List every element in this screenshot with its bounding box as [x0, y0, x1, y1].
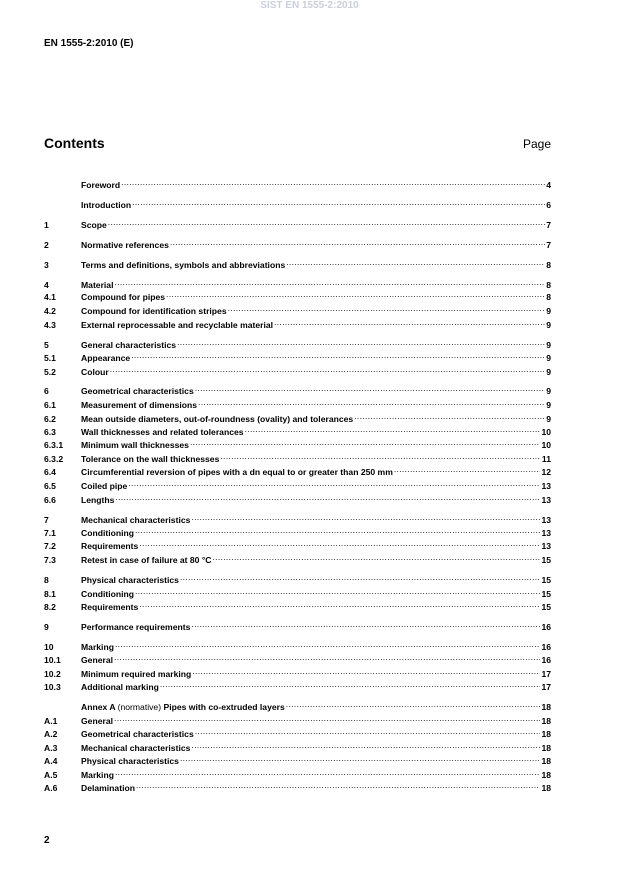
toc-entry[interactable]: [44, 256, 551, 268]
toc-entry-page: 15: [541, 589, 551, 599]
toc-entry-title: Circumferential reversion of pipes with a dn equal to or greater than 250 mm: [81, 467, 393, 477]
toc-entry[interactable]: [44, 551, 551, 563]
toc-dot-leader: [191, 511, 540, 523]
toc-entry-number: A.2: [44, 729, 58, 739]
toc-entry-page: 9: [546, 367, 551, 377]
toc-entry-page: 13: [541, 528, 551, 538]
toc-entry[interactable]: [44, 752, 551, 764]
toc-entry-page: 9: [546, 340, 551, 350]
toc-entry-title: Marking: [81, 642, 114, 652]
toc-entry-page: 8: [546, 292, 551, 302]
toc-entry[interactable]: [44, 349, 551, 361]
toc-dot-leader: [245, 423, 541, 435]
toc-dot-leader: [198, 396, 545, 408]
toc-entry-title: External reprocessable and recyclable material: [81, 320, 274, 330]
toc-entry-number: 5.1: [44, 353, 56, 363]
toc-entry-number: 5.2: [44, 367, 56, 377]
toc-entry-title: Performance requirements: [81, 622, 191, 632]
toc-entry[interactable]: [44, 216, 551, 228]
toc-entry-title: Tolerance on the wall thicknesses: [81, 454, 220, 464]
toc-entry-number: 4.2: [44, 306, 56, 316]
toc-entry[interactable]: [44, 779, 551, 791]
toc-entry-page: 16: [541, 622, 551, 632]
toc-entry[interactable]: [44, 288, 551, 300]
toc-entry-page: 13: [541, 515, 551, 525]
toc-dot-leader: [195, 382, 545, 394]
toc-dot-leader: [139, 598, 540, 610]
toc-dot-leader: [131, 349, 545, 361]
toc-dot-leader: [114, 651, 540, 663]
toc-entry-page: 10: [541, 427, 551, 437]
watermark: SIST EN 1555-2:2010: [260, 0, 359, 11]
toc-entry-number: 6.3: [44, 427, 56, 437]
toc-entry-number: 10.3: [44, 682, 61, 692]
toc-entry-page: 8: [546, 280, 551, 290]
toc-entry-number: A.3: [44, 743, 58, 753]
toc-entry-number: 2: [44, 240, 49, 250]
toc-entry[interactable]: [44, 436, 551, 448]
toc-entry-title: Colour: [81, 367, 109, 377]
toc-dot-leader: [274, 316, 545, 328]
toc-dot-leader: [191, 739, 540, 751]
toc-dot-leader: [139, 537, 540, 549]
toc-entry[interactable]: [44, 382, 551, 394]
toc-entry-title: Conditioning: [81, 589, 134, 599]
toc-entry-title: Foreword: [81, 180, 121, 190]
toc-entry-page: 18: [541, 716, 551, 726]
toc-entry-number: 4: [44, 280, 49, 290]
toc-entry-page: 18: [541, 770, 551, 780]
toc-entry[interactable]: [44, 651, 551, 663]
toc-dot-leader: [115, 766, 540, 778]
toc-entry[interactable]: [44, 618, 551, 630]
toc-dot-leader: [136, 779, 540, 791]
toc-entry-number: 6.3.1: [44, 440, 64, 450]
toc-entry-title: Requirements: [81, 602, 139, 612]
toc-dot-leader: [177, 336, 545, 348]
toc-dot-leader: [354, 410, 545, 422]
toc-entry-number: 10: [44, 642, 54, 652]
toc-entry-page: 18: [541, 729, 551, 739]
toc-entry-title: Wall thicknesses and related tolerances: [81, 427, 244, 437]
toc-entry-number: A.1: [44, 716, 58, 726]
toc-entry-number: 6.2: [44, 414, 56, 424]
toc-dot-leader: [135, 585, 540, 597]
toc-dot-leader: [110, 363, 546, 375]
contents-title: Contents: [44, 135, 105, 151]
toc-entry[interactable]: [44, 477, 551, 489]
toc-entry-number: 6.1: [44, 400, 56, 410]
toc-dot-leader: [121, 176, 545, 188]
page-number: 2: [44, 835, 50, 846]
toc-entry-title: Compound for pipes: [81, 292, 166, 302]
toc-entry-page: 15: [541, 575, 551, 585]
toc-entry-number: 6.3.2: [44, 454, 64, 464]
toc-entry[interactable]: [44, 410, 551, 422]
toc-entry[interactable]: [44, 196, 551, 208]
toc-entry-page: 16: [541, 642, 551, 652]
toc-entry-title: Retest in case of failure at 80 °C: [81, 555, 212, 565]
toc-entry-page: 8: [546, 260, 551, 270]
toc-entry[interactable]: [44, 537, 551, 549]
toc-entry[interactable]: [44, 276, 551, 288]
toc-entry[interactable]: [44, 598, 551, 610]
toc-entry-number: A.5: [44, 770, 58, 780]
toc-entry-title: General characteristics: [81, 340, 177, 350]
toc-entry[interactable]: [44, 236, 551, 248]
toc-entry[interactable]: [44, 363, 551, 375]
toc-dot-leader: [108, 216, 545, 228]
toc-entry[interactable]: [44, 678, 551, 690]
toc-entry-title: Appearance: [81, 353, 131, 363]
toc-entry-title: Minimum required marking: [81, 669, 192, 679]
toc-entry-title: Delamination: [81, 783, 135, 793]
toc-entry-number: 7.2: [44, 541, 56, 551]
toc-entry[interactable]: [44, 423, 551, 435]
toc-entry-number: 4.3: [44, 320, 56, 330]
toc-entry-title: Requirements: [81, 541, 139, 551]
toc-entry-page: 16: [541, 655, 551, 665]
toc-entry-title: Terms and definitions, symbols and abbreviations: [81, 260, 286, 270]
toc-entry-title: Scope: [81, 220, 107, 230]
toc-dot-leader: [135, 524, 540, 536]
toc-dot-leader: [115, 491, 540, 503]
toc-dot-leader: [170, 236, 545, 248]
toc-entry-page: 18: [541, 756, 551, 766]
toc-dot-leader: [128, 477, 540, 489]
toc-entry-number: 7.1: [44, 528, 56, 538]
toc-entry-number: 5: [44, 340, 49, 350]
toc-entry-number: 6.4: [44, 467, 56, 477]
toc-entry-page: 9: [546, 320, 551, 330]
toc-dot-leader: [228, 302, 546, 314]
toc-entry-number: 3: [44, 260, 49, 270]
toc-entry[interactable]: [44, 396, 551, 408]
toc-entry-title: Geometrical characteristics: [81, 386, 194, 396]
toc-dot-leader: [394, 463, 541, 475]
document-id: EN 1555-2:2010 (E): [44, 38, 134, 49]
toc-entry-page: 9: [546, 400, 551, 410]
toc-entry-title: Geometrical characteristics: [81, 729, 194, 739]
page-column-label: Page: [522, 137, 551, 151]
toc-entry-number: 4.1: [44, 292, 56, 302]
toc-entry-page: 13: [541, 481, 551, 491]
toc-entry-page: 4: [546, 180, 551, 190]
toc-entry-number: 9: [44, 622, 49, 632]
toc-entry-page: 12: [541, 467, 551, 477]
toc-entry-number: 8.2: [44, 602, 56, 612]
toc-entry-title: General: [81, 655, 114, 665]
toc-entry[interactable]: [44, 638, 551, 650]
toc-entry-title: Conditioning: [81, 528, 134, 538]
toc-entry-number: 1: [44, 220, 49, 230]
toc-entry-page: 9: [546, 353, 551, 363]
toc-dot-leader: [160, 678, 541, 690]
toc-dot-leader: [114, 276, 545, 288]
toc-dot-leader: [132, 196, 545, 208]
toc-entry-title: Lengths: [81, 495, 115, 505]
toc-entry[interactable]: [44, 302, 551, 314]
toc-entry-title: Normative references: [81, 240, 169, 250]
toc-entry-page: 17: [541, 669, 551, 679]
toc-dot-leader: [180, 752, 541, 764]
toc-dot-leader: [190, 436, 541, 448]
toc-entry[interactable]: [44, 698, 551, 710]
toc-entry-page: 7: [546, 240, 551, 250]
toc-entry-page: 13: [541, 541, 551, 551]
toc-entry[interactable]: [44, 176, 551, 188]
toc-dot-leader: [286, 698, 541, 710]
toc-entry-title: General: [81, 716, 114, 726]
toc-entry-title: Mechanical characteristics: [81, 743, 191, 753]
toc-entry[interactable]: [44, 766, 551, 778]
toc-entry-title: Introduction: [81, 200, 132, 210]
toc-entry-page: 18: [541, 702, 551, 712]
toc-entry-page: 10: [541, 440, 551, 450]
toc-entry-number: 6.5: [44, 481, 56, 491]
toc-dot-leader: [191, 618, 540, 630]
toc-dot-leader: [180, 571, 541, 583]
toc-entry-title: Annex A (normative) Pipes with co-extruded layers: [81, 702, 285, 712]
toc-entry-page: 11: [541, 454, 551, 464]
toc-entry-title: Marking: [81, 770, 114, 780]
toc-dot-leader: [114, 712, 540, 724]
toc-dot-leader: [166, 288, 545, 300]
toc-entry-page: 9: [546, 414, 551, 424]
toc-entry-page: 18: [541, 743, 551, 753]
toc-entry[interactable]: [44, 316, 551, 328]
toc-dot-leader: [195, 725, 541, 737]
toc-entry-title: Material: [81, 280, 114, 290]
toc-entry[interactable]: [44, 571, 551, 583]
toc-entry-number: 6.6: [44, 495, 56, 505]
toc-entry-title: Mechanical characteristics: [81, 515, 191, 525]
toc-entry[interactable]: [44, 665, 551, 677]
toc-entry-number: 7: [44, 515, 49, 525]
toc-entry-page: 9: [546, 386, 551, 396]
toc-entry-page: 13: [541, 495, 551, 505]
toc-entry-number: 10.2: [44, 669, 61, 679]
toc-entry-title: Mean outside diameters, out-of-roundness (ovality) and tolerances: [81, 414, 354, 424]
toc-entry-page: 15: [541, 602, 551, 612]
toc-entry[interactable]: [44, 725, 551, 737]
toc-entry-number: 7.3: [44, 555, 56, 565]
toc-entry-number: A.4: [44, 756, 58, 766]
toc-entry-page: 18: [541, 783, 551, 793]
toc-entry-title: Additional marking: [81, 682, 159, 692]
toc-entry-number: 8: [44, 575, 49, 585]
toc-entry-number: 6: [44, 386, 49, 396]
toc-entry-title: Physical characteristics: [81, 575, 179, 585]
toc-dot-leader: [220, 450, 541, 462]
toc-entry[interactable]: [44, 336, 551, 348]
toc-entry-page: 6: [546, 200, 551, 210]
toc-entry-page: 7: [546, 220, 551, 230]
toc-entry-number: 10.1: [44, 655, 61, 665]
toc-entry-number: A.6: [44, 783, 58, 793]
toc-entry[interactable]: [44, 739, 551, 751]
toc-entry[interactable]: [44, 463, 551, 475]
toc-entry-page: 15: [541, 555, 551, 565]
toc-dot-leader: [286, 256, 545, 268]
toc-dot-leader: [192, 665, 540, 677]
toc-entry-title: Compound for identification stripes: [81, 306, 227, 316]
toc-entry[interactable]: [44, 524, 551, 536]
toc-entry-title: Measurement of dimensions: [81, 400, 198, 410]
toc-entry-page: 9: [546, 306, 551, 316]
toc-entry-title: Coiled pipe: [81, 481, 128, 491]
toc-entry[interactable]: [44, 450, 551, 462]
toc-entry-title: Physical characteristics: [81, 756, 179, 766]
toc-entry[interactable]: [44, 712, 551, 724]
toc-entry-page: 17: [541, 682, 551, 692]
toc-dot-leader: [212, 551, 540, 563]
toc-entry-number: 8.1: [44, 589, 56, 599]
toc-entry[interactable]: [44, 511, 551, 523]
toc-dot-leader: [115, 638, 540, 650]
toc-entry[interactable]: [44, 491, 551, 503]
toc-entry[interactable]: [44, 585, 551, 597]
toc-entry-title: Minimum wall thicknesses: [81, 440, 189, 450]
